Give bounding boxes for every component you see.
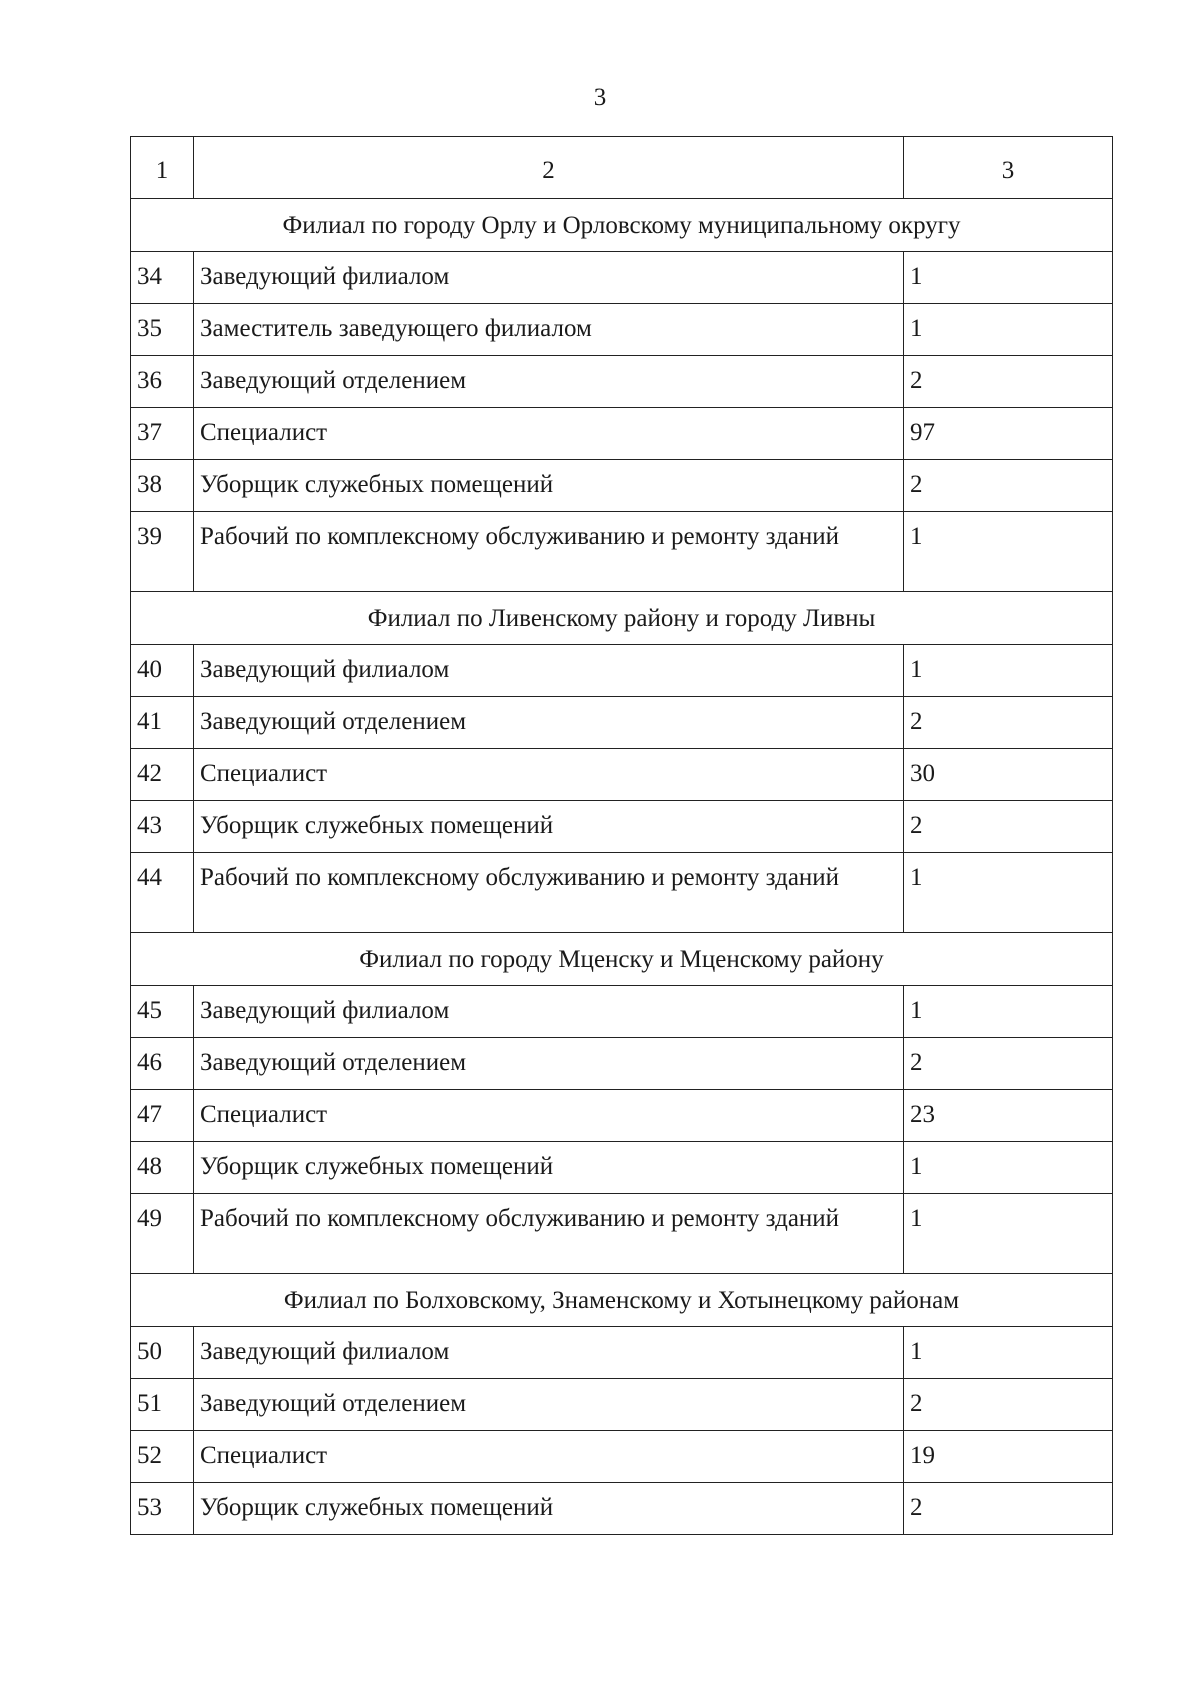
- row-number: 38: [131, 460, 194, 512]
- row-number: 34: [131, 252, 194, 304]
- section-title: Филиал по городу Орлу и Орловскому муниципальному округу: [131, 199, 1113, 252]
- row-position: Заведующий отделением: [194, 1038, 904, 1090]
- row-position: Заместитель заведующего филиалом: [194, 304, 904, 356]
- table-row: [131, 801, 1113, 853]
- row-position: Заведующий отделением: [194, 697, 904, 749]
- row-number: 43: [131, 801, 194, 853]
- table-row: [131, 512, 1113, 592]
- row-number: 39: [131, 512, 194, 592]
- row-count: 23: [904, 1090, 1113, 1142]
- row-position: Специалист: [194, 749, 904, 801]
- row-number: 45: [131, 986, 194, 1038]
- row-position: Рабочий по комплексному обслуживанию и ремонту зданий: [194, 512, 904, 592]
- row-position: Заведующий филиалом: [194, 986, 904, 1038]
- row-count: 1: [904, 1142, 1113, 1194]
- table-row: [131, 460, 1113, 512]
- table-row: [131, 853, 1113, 933]
- row-number: 47: [131, 1090, 194, 1142]
- page-number: 3: [593, 84, 607, 111]
- row-count: 1: [904, 304, 1113, 356]
- section-header-row: [131, 1274, 1113, 1327]
- table-row: [131, 1090, 1113, 1142]
- row-count: 1: [904, 1194, 1113, 1274]
- row-number: 40: [131, 645, 194, 697]
- table-row: [131, 408, 1113, 460]
- table-row: [131, 986, 1113, 1038]
- row-count: 97: [904, 408, 1113, 460]
- row-number: 44: [131, 853, 194, 933]
- row-count: 2: [904, 697, 1113, 749]
- row-position: Заведующий отделением: [194, 1379, 904, 1431]
- table-row: [131, 697, 1113, 749]
- staffing-table-body: [131, 137, 1113, 1535]
- row-number: 53: [131, 1483, 194, 1535]
- table-row: [131, 749, 1113, 801]
- row-position: Заведующий отделением: [194, 356, 904, 408]
- row-number: 35: [131, 304, 194, 356]
- table-row: [131, 1327, 1113, 1379]
- section-title: Филиал по Ливенскому району и городу Ливны: [131, 592, 1113, 645]
- section-title: Филиал по Болховскому, Знаменскому и Хотынецкому районам: [131, 1274, 1113, 1327]
- row-count: 2: [904, 356, 1113, 408]
- row-number: 36: [131, 356, 194, 408]
- table-row: [131, 356, 1113, 408]
- row-position: Уборщик служебных помещений: [194, 1142, 904, 1194]
- row-position: Рабочий по комплексному обслуживанию и ремонту зданий: [194, 853, 904, 933]
- section-header-row: [131, 933, 1113, 986]
- header-cell-count: 3: [904, 137, 1113, 199]
- row-number: 49: [131, 1194, 194, 1274]
- header-cell-position: 2: [194, 137, 904, 199]
- row-number: 52: [131, 1431, 194, 1483]
- row-count: 2: [904, 1483, 1113, 1535]
- row-count: 30: [904, 749, 1113, 801]
- header-row: [131, 137, 1113, 199]
- row-position: Заведующий филиалом: [194, 1327, 904, 1379]
- table-row: [131, 252, 1113, 304]
- table-row: [131, 1142, 1113, 1194]
- row-count: 2: [904, 1379, 1113, 1431]
- table-row: [131, 304, 1113, 356]
- row-number: 50: [131, 1327, 194, 1379]
- row-position: Уборщик служебных помещений: [194, 801, 904, 853]
- row-count: 19: [904, 1431, 1113, 1483]
- header-cell-num: 1: [131, 137, 194, 199]
- table-row: [131, 1431, 1113, 1483]
- row-position: Заведующий филиалом: [194, 645, 904, 697]
- row-position: Специалист: [194, 408, 904, 460]
- row-number: 42: [131, 749, 194, 801]
- row-count: 2: [904, 460, 1113, 512]
- staffing-table: [130, 136, 1113, 1535]
- row-number: 37: [131, 408, 194, 460]
- table-row: [131, 1379, 1113, 1431]
- row-number: 48: [131, 1142, 194, 1194]
- row-position: Специалист: [194, 1431, 904, 1483]
- section-title: Филиал по городу Мценску и Мценскому району: [131, 933, 1113, 986]
- row-number: 41: [131, 697, 194, 749]
- row-count: 1: [904, 512, 1113, 592]
- row-count: 2: [904, 801, 1113, 853]
- row-position: Заведующий филиалом: [194, 252, 904, 304]
- row-position: Рабочий по комплексному обслуживанию и ремонту зданий: [194, 1194, 904, 1274]
- row-number: 46: [131, 1038, 194, 1090]
- row-count: 1: [904, 853, 1113, 933]
- table-row: [131, 645, 1113, 697]
- row-count: 1: [904, 252, 1113, 304]
- row-count: 1: [904, 645, 1113, 697]
- row-count: 2: [904, 1038, 1113, 1090]
- section-header-row: [131, 592, 1113, 645]
- table-row: [131, 1038, 1113, 1090]
- row-count: 1: [904, 986, 1113, 1038]
- row-position: Уборщик служебных помещений: [194, 1483, 904, 1535]
- row-count: 1: [904, 1327, 1113, 1379]
- table-row: [131, 1483, 1113, 1535]
- section-header-row: [131, 199, 1113, 252]
- row-position: Специалист: [194, 1090, 904, 1142]
- row-number: 51: [131, 1379, 194, 1431]
- row-position: Уборщик служебных помещений: [194, 460, 904, 512]
- table-row: [131, 1194, 1113, 1274]
